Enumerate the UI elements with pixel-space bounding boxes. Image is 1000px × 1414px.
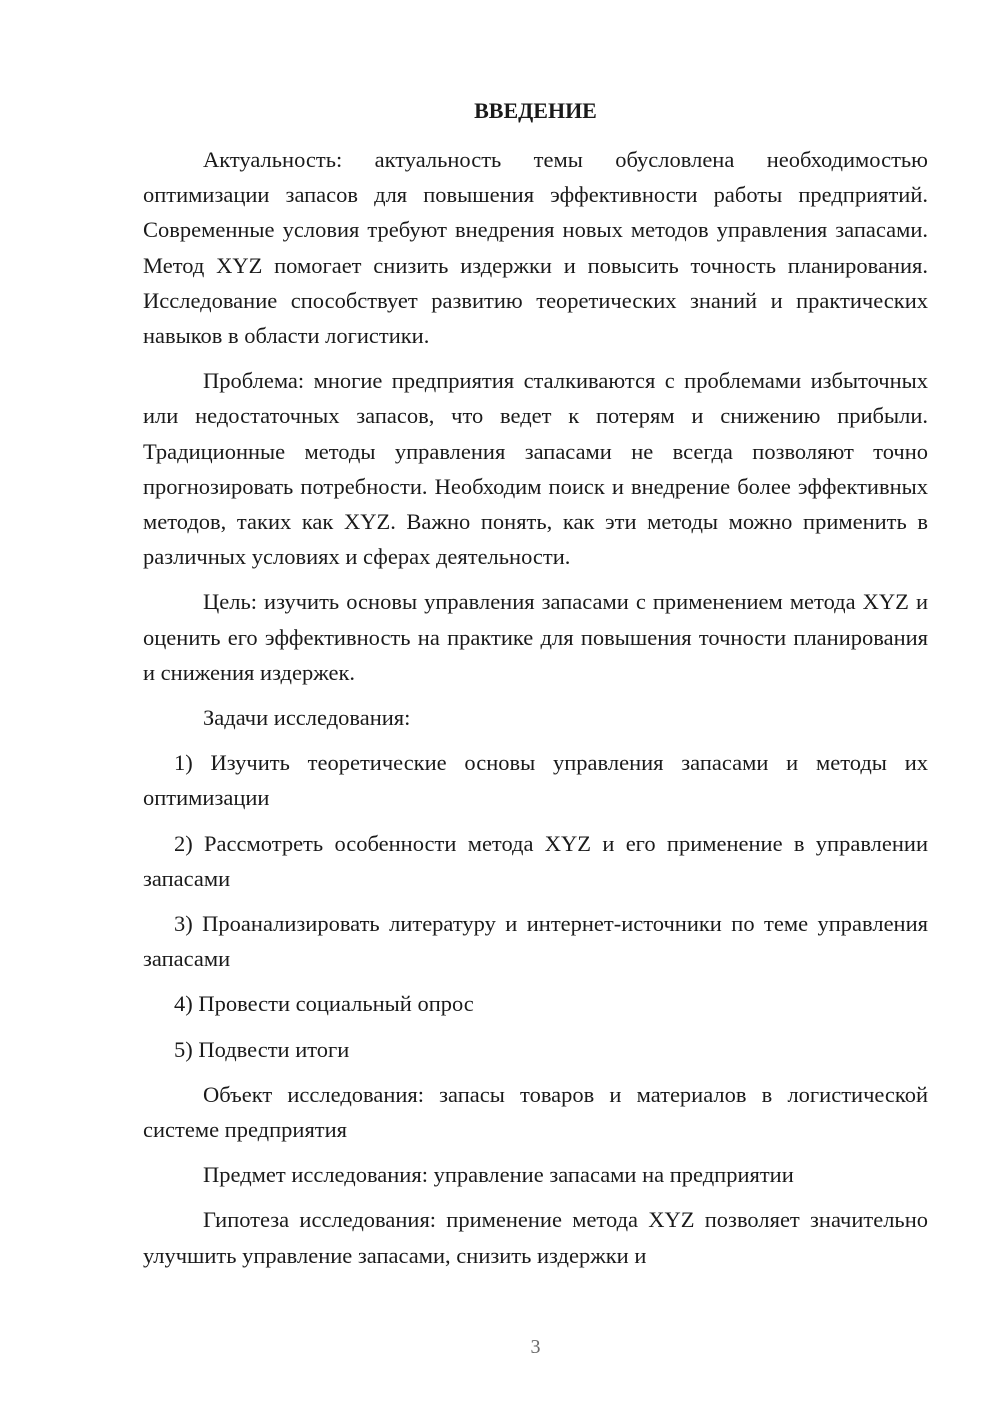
paragraph-object: Объект исследования: запасы товаров и материалов в логистической системе предприятия bbox=[143, 1081, 928, 1143]
task-item-2: 2) Рассмотреть особенности метода XYZ и его применение в управлении запасами bbox=[143, 830, 928, 891]
paragraph-goal: Цель: изучить основы управления запасами с применением метода XYZ и оценить его эффективность на практике для повышения точности планирования и снижения издержек. bbox=[143, 589, 928, 685]
tasks-heading: Задачи исследования: bbox=[203, 705, 411, 731]
paragraph-problem: Проблема: многие предприятия сталкиваются с проблемами избыточных или недостаточных запасов, что ведет к потерям и снижению прибыли. Традиционные методы управления запасами не всегда позволяют точно прогнозировать потребности. Необходим поиск и внедрение более эффективных методов, таких как XYZ. Важно понять, как эти методы можно применить в различных условиях и сферах деятельности. bbox=[143, 368, 928, 570]
document-body bbox=[143, 142, 928, 1273]
paragraph-subject: Предмет исследования: управление запасами на предприятии bbox=[203, 1162, 794, 1188]
task-item-3: 3) Проанализировать литературу и интернет-источники по теме управления запасами bbox=[143, 911, 928, 972]
page-number: 3 bbox=[530, 1336, 541, 1358]
paragraph-hypothesis: Гипотеза исследования: применение метода XYZ позволяет значительно улучшить управление запасами, снизить издержки и bbox=[143, 1207, 928, 1268]
task-item-4: 4) Провести социальный опрос bbox=[174, 991, 474, 1017]
task-item-1: 1) Изучить теоретические основы управления запасами и методы их оптимизации bbox=[143, 750, 928, 811]
document-page bbox=[143, 0, 928, 1414]
paragraph-relevance: Актуальность: актуальность темы обусловлена необходимостью оптимизации запасов для повышения эффективности работы предприятий. Современные условия требуют внедрения новых методов управления запасами. Метод XYZ помогает снизить издержки и повысить точность планирования. Исследование способствует развитию теоретических знаний и практических навыков в области логистики. bbox=[143, 147, 928, 349]
section-title: ВВЕДЕНИЕ bbox=[474, 98, 597, 123]
task-item-5: 5) Подвести итоги bbox=[174, 1036, 350, 1062]
